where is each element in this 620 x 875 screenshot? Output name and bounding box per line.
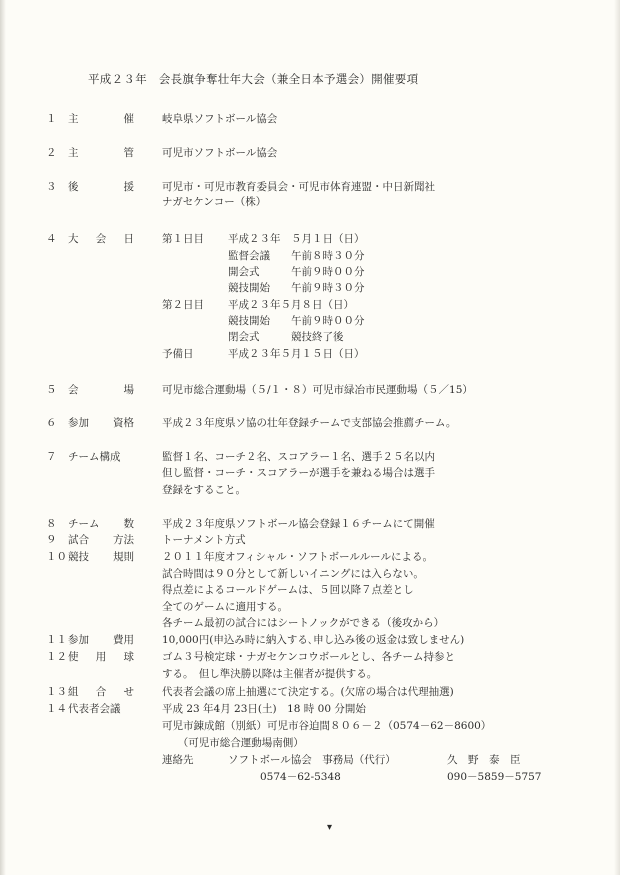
section-number: ２ (46, 147, 57, 159)
schedule-item: 閉会式 (228, 331, 260, 343)
section-label: 後 援 (68, 181, 134, 193)
page-mark: ▾ (327, 822, 333, 833)
section-value: 監督１名、コーチ２名、スコアラー１名、選手２５名以内 (162, 451, 435, 463)
section-value: （可児市総合運動場南側） (162, 737, 304, 749)
section-value: 平成２３年度県ソ協の壮年登録チームで支部協会推薦チーム。 (162, 417, 457, 429)
page-edge-shadow (0, 0, 6, 875)
schedule-time: 午前８時３０分 (291, 250, 365, 262)
section-label: 会 場 (68, 384, 134, 396)
section-number: １４ (46, 703, 67, 715)
schedule-item: 監督会議 (228, 250, 270, 262)
section-number: ７ (46, 451, 57, 463)
schedule-time: 競技終了後 (291, 331, 344, 343)
section-label: チーム 数 (68, 518, 134, 530)
section-value: 可児市・可児市教育委員会・可児市体育連盟・中日新聞社 (162, 181, 435, 193)
schedule-time: 午前９時００分 (291, 266, 365, 278)
section-label: 競技 規則 (68, 551, 134, 563)
schedule-time: 午前９時３０分 (291, 282, 365, 294)
section-number: ５ (46, 384, 57, 396)
section-label: 試合 方法 (68, 534, 134, 546)
page-edge-shadow (614, 0, 620, 875)
section-value: ２０１１年度オフィシャル・ソフトボールルールによる。 (162, 551, 433, 563)
contact-mobile: 090－5859－5757 (447, 771, 542, 783)
section-value: 各チーム最初の試合にはシートノックができる（後攻から） (162, 617, 445, 629)
schedule-item: 競技開始 (228, 282, 270, 294)
section-number: ８ (46, 518, 57, 530)
section-number: １０ (46, 551, 67, 563)
section-number: ４ (46, 233, 57, 245)
section-label: 主 催 (68, 113, 134, 125)
section-number: ６ (46, 417, 57, 429)
contact-phone: 0574－62-5348 (260, 771, 341, 783)
schedule-date: 平成２３年５月８日（日） (228, 299, 354, 311)
section-value: トーナメント方式 (162, 534, 246, 546)
section-number: ９ (46, 534, 57, 546)
section-label: 組 合 せ (68, 686, 134, 698)
section-number: １ (46, 113, 57, 125)
contact-name: 久 野 泰 臣 (447, 754, 521, 766)
section-label: 使 用 球 (68, 651, 134, 663)
contact-org: ソフトボール協会 事務局（代行） (228, 754, 396, 766)
section-value: ナガセケンコー（株） (162, 196, 267, 208)
section-value: 10,000円(申込み時に納入する､申し込み後の返金は致しません) (162, 634, 465, 646)
schedule-date: 平成２３年 ５月１日（日） (228, 233, 365, 245)
section-number: ３ (46, 181, 57, 193)
schedule-day: 第１日目 (162, 233, 204, 245)
section-label: 代表者会議 (68, 703, 121, 715)
schedule-item: 競技開始 (228, 315, 270, 327)
document-title: 平成２３年 会長旗争奪壮年大会（兼全日本予選会）開催要項 (88, 72, 419, 86)
section-label: チーム構成 (68, 451, 121, 463)
section-value: 但し監督・コーチ・スコアラーが選手を兼ねる場合は選手 (162, 467, 435, 479)
section-value: 得点差によるコールドゲームは、５回以降７点差とし (162, 584, 414, 596)
section-number: １３ (46, 686, 67, 698)
section-value: 可児市ソフトボール協会 (162, 147, 278, 159)
schedule-day: 予備日 (162, 348, 194, 360)
section-label: 参加 資格 (68, 417, 134, 429)
section-number: １１ (46, 634, 67, 646)
section-value: 全てのゲームに適用する。 (162, 601, 288, 613)
section-value: する。 但し準決勝以降は主催者が提供する。 (162, 668, 378, 680)
section-label: 参加 費用 (68, 634, 134, 646)
section-value: ゴム３号検定球・ナガセケンコウボールとし、各チーム持参と (162, 651, 456, 663)
section-value: 試合時間は９０分として新しいイニングには入らない。 (162, 568, 424, 580)
schedule-date: 平成２３年５月１５日（日） (228, 348, 365, 360)
section-value: 登録をすること。 (162, 484, 246, 496)
section-value: 代表者会議の席上抽選にて決定する。(欠席の場合は代理抽選) (162, 686, 454, 698)
contact-label: 連絡先 (162, 754, 194, 766)
section-number: １２ (46, 651, 67, 663)
section-value: 岐阜県ソフトボール協会 (162, 113, 278, 125)
schedule-time: 午前９時００分 (291, 315, 365, 327)
section-value: 可児市錬成館（別紙）可児市谷迫間８０６－２（0574－62－8600） (162, 720, 492, 732)
section-label: 主 管 (68, 147, 134, 159)
section-value: 平成２３年度県ソフトボール協会登録１６チームにて開催 (162, 518, 435, 530)
section-label: 大 会 日 (68, 233, 134, 245)
section-value: 可児市総合運動場（５/１・８）可児市緑冶市民運動場（５／15） (162, 384, 473, 396)
schedule-day: 第２日目 (162, 299, 204, 311)
section-value: 平成 23 年4月 23日(土) 18 時 00 分開始 (162, 703, 366, 715)
schedule-item: 開会式 (228, 266, 260, 278)
